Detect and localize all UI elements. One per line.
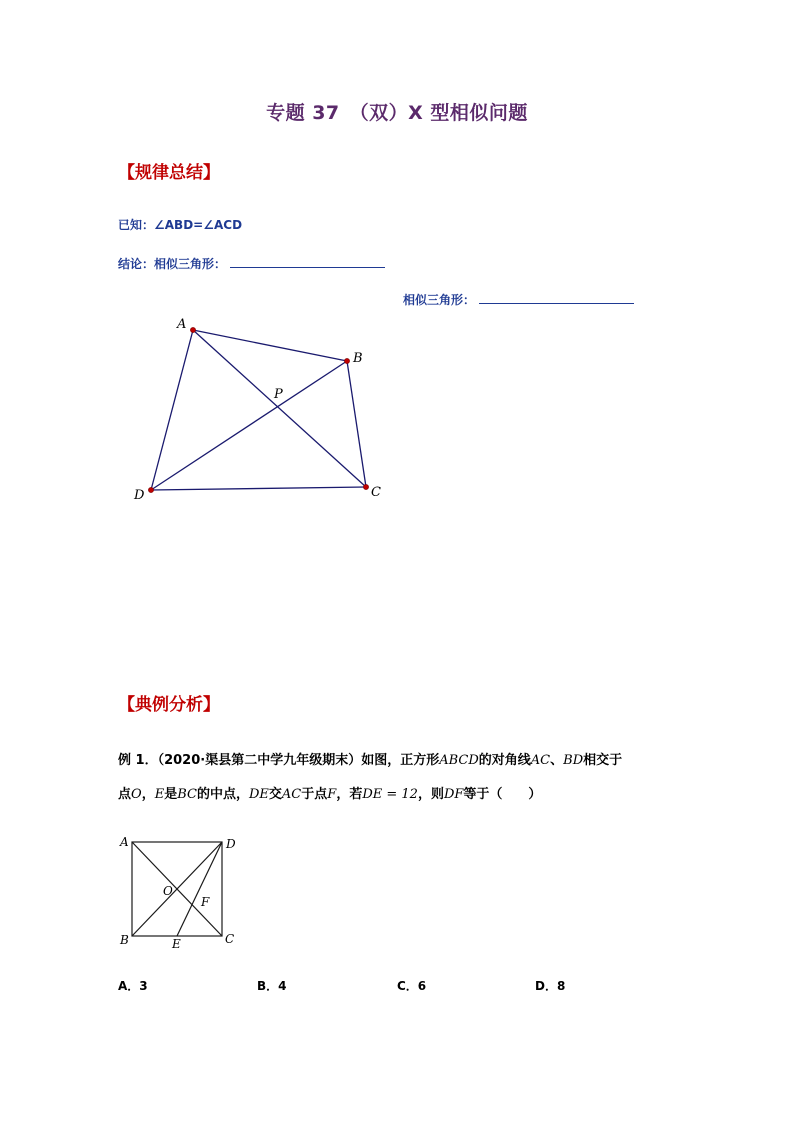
- known-label: 已知：: [118, 218, 155, 232]
- question-text: 、: [550, 753, 564, 768]
- conclusion2-blank[interactable]: [479, 291, 634, 304]
- label-c: C: [371, 485, 381, 500]
- label-a: A: [120, 835, 129, 849]
- question-text: ，则: [417, 787, 444, 802]
- quadrilateral-figure: [120, 310, 400, 510]
- label-p: P: [274, 387, 283, 402]
- segment-bc: [347, 361, 366, 487]
- question-text: ，若: [336, 787, 363, 802]
- question-text: 是: [164, 787, 178, 802]
- label-a: A: [177, 317, 187, 332]
- math-df: DF: [443, 787, 464, 802]
- math-abcd: ABCD: [439, 753, 479, 768]
- known-value: ∠ABD=∠ACD: [154, 218, 243, 232]
- conclusion2-line: [403, 291, 634, 308]
- question-text: 的中点，: [196, 787, 249, 802]
- label-b: B: [353, 351, 363, 366]
- option-c[interactable]: C．6: [397, 979, 427, 993]
- question-text: 交: [268, 787, 282, 802]
- option-d[interactable]: D．8: [535, 979, 566, 993]
- conclusion2-label: 相似三角形：: [403, 293, 476, 307]
- math-bc: BC: [177, 787, 197, 802]
- example-question: [118, 744, 678, 812]
- point-c: [363, 484, 368, 489]
- math-ac: AC: [530, 753, 551, 768]
- label-e: E: [172, 937, 181, 951]
- math-e: E: [154, 787, 165, 802]
- known-line: [118, 216, 242, 233]
- option-b[interactable]: B．4: [257, 979, 287, 993]
- conclusion-blank[interactable]: [230, 255, 385, 268]
- question-text: 相交于: [583, 753, 623, 768]
- math-ac: AC: [281, 787, 302, 802]
- question-text: 点: [118, 787, 132, 802]
- label-c: C: [225, 932, 235, 946]
- page-title: 专题 37 （双）X 型相似问题: [266, 102, 528, 124]
- question-text: 等于（ ）: [463, 787, 542, 802]
- label-d: D: [226, 837, 236, 851]
- question-text: ，: [141, 787, 155, 802]
- conclusion-line: [118, 255, 385, 272]
- point-d: [148, 487, 153, 492]
- math-f: F: [327, 787, 337, 802]
- label-d: D: [134, 488, 145, 503]
- segment-de: [177, 842, 222, 936]
- segment-ab: [193, 330, 347, 361]
- question-prefix: 例 1．（2020·渠县第二中学九年级期末）如图，正方形: [118, 753, 440, 768]
- summary-heading: 【规律总结】: [118, 163, 220, 183]
- square-figure: [112, 830, 252, 955]
- conclusion-label: 结论：相似三角形：: [118, 257, 227, 271]
- math-de: DE: [248, 787, 269, 802]
- example-heading: 【典例分析】: [118, 695, 220, 715]
- question-text: 于点: [301, 787, 328, 802]
- math-bd: BD: [563, 753, 584, 768]
- point-b: [344, 358, 349, 363]
- label-f: F: [201, 895, 210, 909]
- segment-cd: [151, 487, 366, 490]
- math-de-equals-12: DE = 12: [362, 787, 418, 802]
- math-o: O: [131, 787, 142, 802]
- diagonal-ac: [193, 330, 366, 487]
- label-o: O: [163, 884, 173, 898]
- point-a: [190, 327, 195, 332]
- question-text: 的对角线: [478, 753, 531, 768]
- label-b: B: [120, 933, 129, 947]
- option-a[interactable]: A．3: [118, 979, 148, 993]
